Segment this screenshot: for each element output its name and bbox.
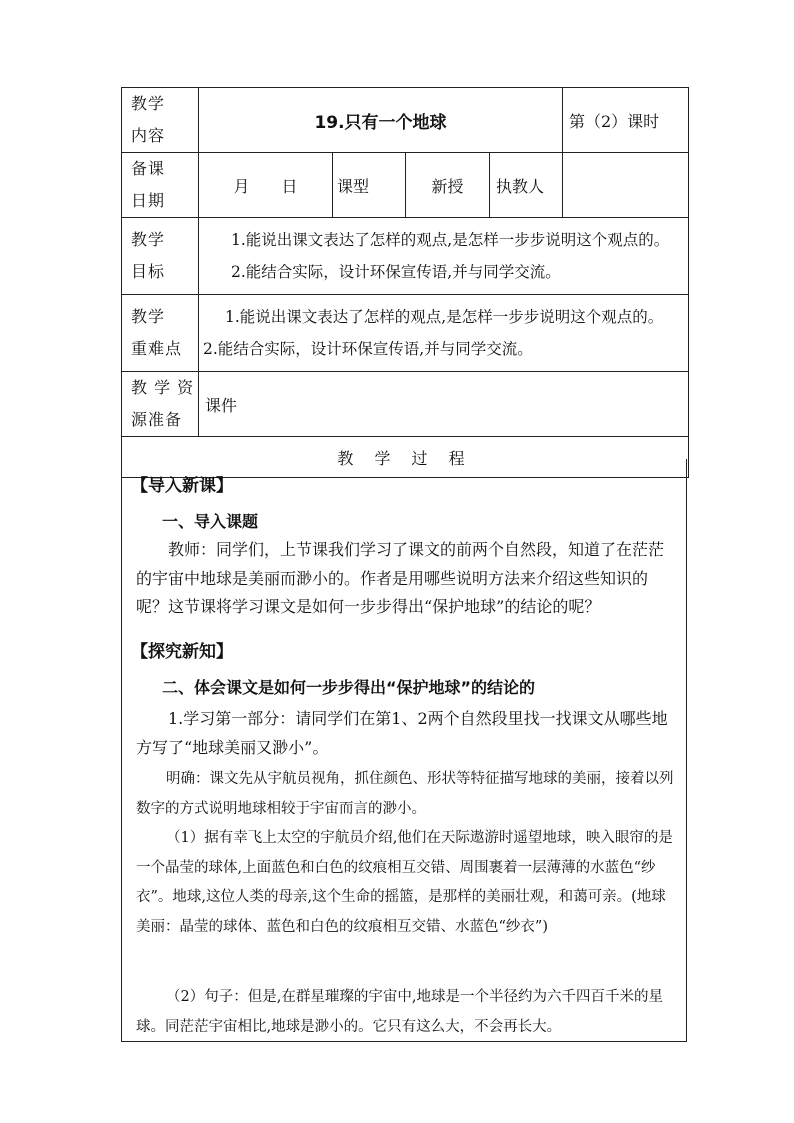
subsection-intro-heading: 一、导入课题 (162, 512, 259, 531)
explain-paragraph: 明确：课文先从宇航员视角，抓住颜色、形状等特征描写地球的美丽，接着以列数字的方式说明地球相较于宇宙而言的渺小。 (136, 771, 674, 817)
period: 第（2）课时 (563, 88, 689, 153)
goals-label: 教学 目标 (122, 218, 199, 295)
process-heading: 教 学 过 程 (122, 437, 689, 478)
type-label: 课型 (333, 153, 406, 218)
teacher-value (563, 153, 689, 218)
lesson-info-table (121, 87, 689, 478)
point1-paragraph: （1）据有幸飞上太空的宇航员介绍,他们在天际遨游时遥望地球，映入眼帘的是一个晶莹的球体,上面蓝色和白色的纹痕相互交错、周围裹着一层薄薄的水蓝色“纱衣”。地球,这位人类的母亲,这个生命的摇篮，是那样的美丽壮观，和蔼可亲。(地球美丽：晶莹的球体、蓝色和白色的纹痕相互交错、水蓝色“纱衣”) (136, 830, 673, 935)
goals: 1.能说出课文表达了怎样的观点,是怎样一步步说明这个观点的。 2.能结合实际，设计环保宣传语,并与同学交流。 (199, 218, 689, 295)
date-value: 月 日 (199, 153, 333, 218)
type-value: 新授 (406, 153, 490, 218)
teacher-label: 执教人 (490, 153, 563, 218)
date-label: 备课 日期 (122, 153, 199, 218)
section-intro-heading: 【导入新课】 (131, 476, 233, 496)
resource-value: 课件 (199, 372, 689, 437)
intro-paragraph: 教师：同学们，上节课我们学习了课文的前两个自然段，知道了在茫茫的宇宙中地球是美丽而渺小的。作者是用哪些说明方法来介绍这些知识的呢？这节课将学习课文是如何一步步得出“保护地球”的结论的呢？ (136, 540, 665, 616)
point2-paragraph: （2）句子：但是,在群星璀璨的宇宙中,地球是一个半径约为六千四百千米的星球。同茫茫宇宙相比,地球是渺小的。它只有这么大，不会再长大。 (136, 989, 663, 1035)
section-explore-heading: 【探究新知】 (131, 642, 233, 662)
subsection-explore-heading: 二、体会课文是如何一步步得出“保护地球”的结论的 (162, 678, 536, 697)
key-points-label: 教学 重难点 (122, 295, 199, 372)
key-points: 1.能说出课文表达了怎样的观点,是怎样一步步说明这个观点的。 2.能结合实际，设计环保宣传语,并与同学交流。 (199, 295, 689, 372)
content-label: 教学 内容 (122, 88, 199, 153)
process-body (121, 459, 687, 1042)
resource-label: 教 学 资 源准备 (122, 372, 199, 437)
step1-paragraph: 1.学习第一部分：请同学们在第1、2两个自然段里找一找课文从哪些地方写了“地球美丽又渺小”。 (136, 709, 668, 757)
lesson-title: 19.只有一个地球 (199, 88, 563, 153)
